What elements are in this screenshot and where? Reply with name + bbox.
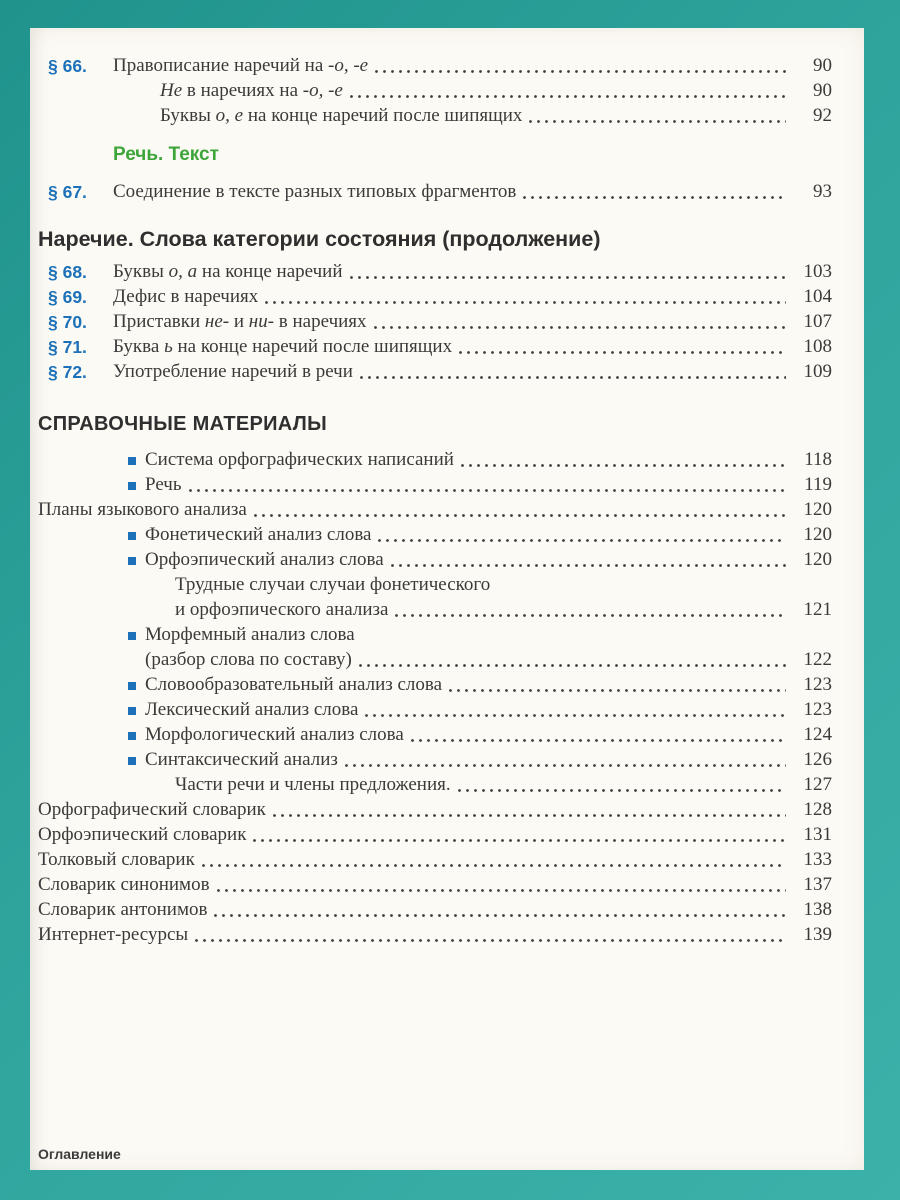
dot-leader <box>411 739 786 742</box>
entry-page-number: 93 <box>813 181 832 202</box>
toc-row <box>30 698 832 722</box>
dot-leader <box>350 276 787 279</box>
entry-page-number: 138 <box>803 899 832 920</box>
entry-label: Морфемный анализ слова <box>145 624 355 645</box>
entry-page-number: 123 <box>803 699 832 720</box>
dot-leader <box>253 839 786 842</box>
toc-row <box>30 873 832 897</box>
entry-page-number: 90 <box>813 55 832 76</box>
toc-row <box>30 748 832 772</box>
entry-page-number: 127 <box>803 774 832 795</box>
toc-row <box>30 648 832 672</box>
entry-label: Лексический анализ слова <box>145 699 359 720</box>
dot-leader <box>461 464 786 467</box>
dot-leader <box>359 664 786 667</box>
bullet-square-icon <box>128 557 136 565</box>
entry-label: Орфоэпический словарик <box>38 824 247 845</box>
entry-page-number: 122 <box>803 649 832 670</box>
dot-leader <box>374 326 786 329</box>
entry-page-number: 118 <box>804 449 832 470</box>
entry-label: Синтаксический анализ <box>145 749 338 770</box>
toc-row <box>30 285 832 309</box>
dot-leader <box>395 614 786 617</box>
entry-page-number: 126 <box>803 749 832 770</box>
entry-number: § 69. <box>48 287 87 307</box>
dot-leader <box>350 95 786 98</box>
entry-page-number: 120 <box>803 549 832 570</box>
entry-label: (разбор слова по составу) <box>145 649 352 670</box>
dot-leader <box>529 120 786 123</box>
entry-page-number: 90 <box>813 80 832 101</box>
dot-leader <box>217 889 786 892</box>
heading-narechie: Наречие. Слова категории состояния (продолжение) <box>38 227 601 251</box>
dot-leader <box>254 514 786 517</box>
entry-page-number: 103 <box>803 261 832 282</box>
entry-page-number: 119 <box>804 474 832 495</box>
entry-page-number: 131 <box>803 824 832 845</box>
dot-leader <box>195 939 786 942</box>
dot-leader <box>189 489 787 492</box>
toc-row <box>30 773 832 797</box>
dot-leader <box>458 789 786 792</box>
toc-row <box>30 548 832 572</box>
toc-list <box>30 54 832 947</box>
entry-label: Орфоэпический анализ слова <box>145 549 384 570</box>
bullet-square-icon <box>128 757 136 765</box>
entry-page-number: 124 <box>803 724 832 745</box>
toc-row <box>30 180 832 204</box>
toc-row <box>30 898 832 922</box>
dot-leader <box>265 301 786 304</box>
entry-label: Дефис в наречиях <box>113 286 259 307</box>
entry-label: Фонетический анализ слова <box>145 524 372 545</box>
entry-page-number: 120 <box>803 524 832 545</box>
toc-row <box>30 498 832 522</box>
toc-row <box>30 598 832 622</box>
entry-label: Интернет-ресурсы <box>38 924 189 945</box>
entry-page-number: 121 <box>803 599 832 620</box>
bullet-square-icon <box>128 732 136 740</box>
entry-page-number: 108 <box>803 336 832 357</box>
toc-row <box>30 260 832 284</box>
bullet-square-icon <box>128 682 136 690</box>
toc-row <box>30 848 832 872</box>
entry-number: § 67. <box>48 182 87 202</box>
dot-leader <box>523 196 786 199</box>
toc-row <box>30 54 832 78</box>
entry-page-number: 128 <box>803 799 832 820</box>
entry-label: Толковый словарик <box>38 849 195 870</box>
entry-number: § 66. <box>48 56 87 76</box>
entry-label: Приставки не- и ни- в наречиях <box>113 311 367 332</box>
entry-page-number: 92 <box>813 105 832 126</box>
toc-row <box>30 473 832 497</box>
bullet-square-icon <box>128 457 136 465</box>
toc-row <box>30 623 832 647</box>
toc-row <box>30 798 832 822</box>
entry-label: Словарик синонимов <box>38 874 210 895</box>
entry-label: Словарик антонимов <box>38 899 208 920</box>
entry-label: Орфографический словарик <box>38 799 266 820</box>
dot-leader <box>345 764 786 767</box>
dot-leader <box>375 70 786 73</box>
toc-row <box>30 573 832 597</box>
entry-label: Словообразовательный анализ слова <box>145 674 443 695</box>
entry-label: Планы языкового анализа <box>38 499 247 520</box>
entry-label: Употребление наречий в речи <box>113 361 353 382</box>
dot-leader <box>360 376 786 379</box>
toc-row <box>30 673 832 697</box>
dot-leader <box>365 714 786 717</box>
heading-spravochnye-materialy: СПРАВОЧНЫЕ МАТЕРИАЛЫ <box>38 413 327 435</box>
toc-row <box>30 823 832 847</box>
entry-label: Речь <box>145 474 182 495</box>
entry-page-number: 109 <box>803 361 832 382</box>
toc-row <box>30 723 832 747</box>
entry-page-number: 104 <box>803 286 832 307</box>
dot-leader <box>459 351 786 354</box>
bullet-square-icon <box>128 707 136 715</box>
dot-leader <box>273 814 786 817</box>
bullet-square-icon <box>128 482 136 490</box>
toc-row <box>30 310 832 334</box>
entry-label: Трудные случаи случаи фонетического <box>175 574 491 595</box>
entry-page-number: 139 <box>803 924 832 945</box>
entry-label: Морфологический анализ слова <box>145 724 404 745</box>
entry-page-number: 107 <box>803 311 832 332</box>
entry-page-number: 133 <box>803 849 832 870</box>
entry-label: Буквы о, а на конце наречий <box>113 261 343 282</box>
bullet-square-icon <box>128 632 136 640</box>
dot-leader <box>202 864 786 867</box>
toc-row <box>30 448 832 472</box>
toc-row <box>30 79 832 103</box>
entry-label: Части речи и члены предложения. <box>175 774 451 795</box>
toc-row <box>30 360 832 384</box>
toc-row <box>30 104 832 128</box>
toc-page <box>30 28 864 1170</box>
toc-row <box>30 335 832 359</box>
toc-row <box>30 923 832 947</box>
entry-number: § 70. <box>48 312 87 332</box>
entry-label: Буква ь на конце наречий после шипящих <box>113 336 453 357</box>
toc-row <box>30 523 832 547</box>
dot-leader <box>391 564 786 567</box>
entry-number: § 72. <box>48 362 87 382</box>
dot-leader <box>214 914 786 917</box>
dot-leader <box>449 689 786 692</box>
entry-label: Буквы о, е на конце наречий после шипящих <box>160 105 523 126</box>
entry-label: Не в наречиях на -о, -е <box>160 80 343 101</box>
entry-label: и орфоэпического анализа <box>175 599 389 620</box>
entry-number: § 71. <box>48 337 87 357</box>
entry-label: Система орфографических написаний <box>145 449 454 470</box>
entry-label: Правописание наречий на -о, -е <box>113 55 369 76</box>
entry-page-number: 123 <box>803 674 832 695</box>
entry-page-number: 137 <box>803 874 832 895</box>
heading-rech-tekst: Речь. Текст <box>113 144 219 165</box>
dot-leader <box>378 539 786 542</box>
entry-number: § 68. <box>48 262 87 282</box>
footer-label: Оглавление <box>38 1146 121 1162</box>
entry-page-number: 120 <box>803 499 832 520</box>
bullet-square-icon <box>128 532 136 540</box>
entry-label: Соединение в тексте разных типовых фрагментов <box>113 181 517 202</box>
